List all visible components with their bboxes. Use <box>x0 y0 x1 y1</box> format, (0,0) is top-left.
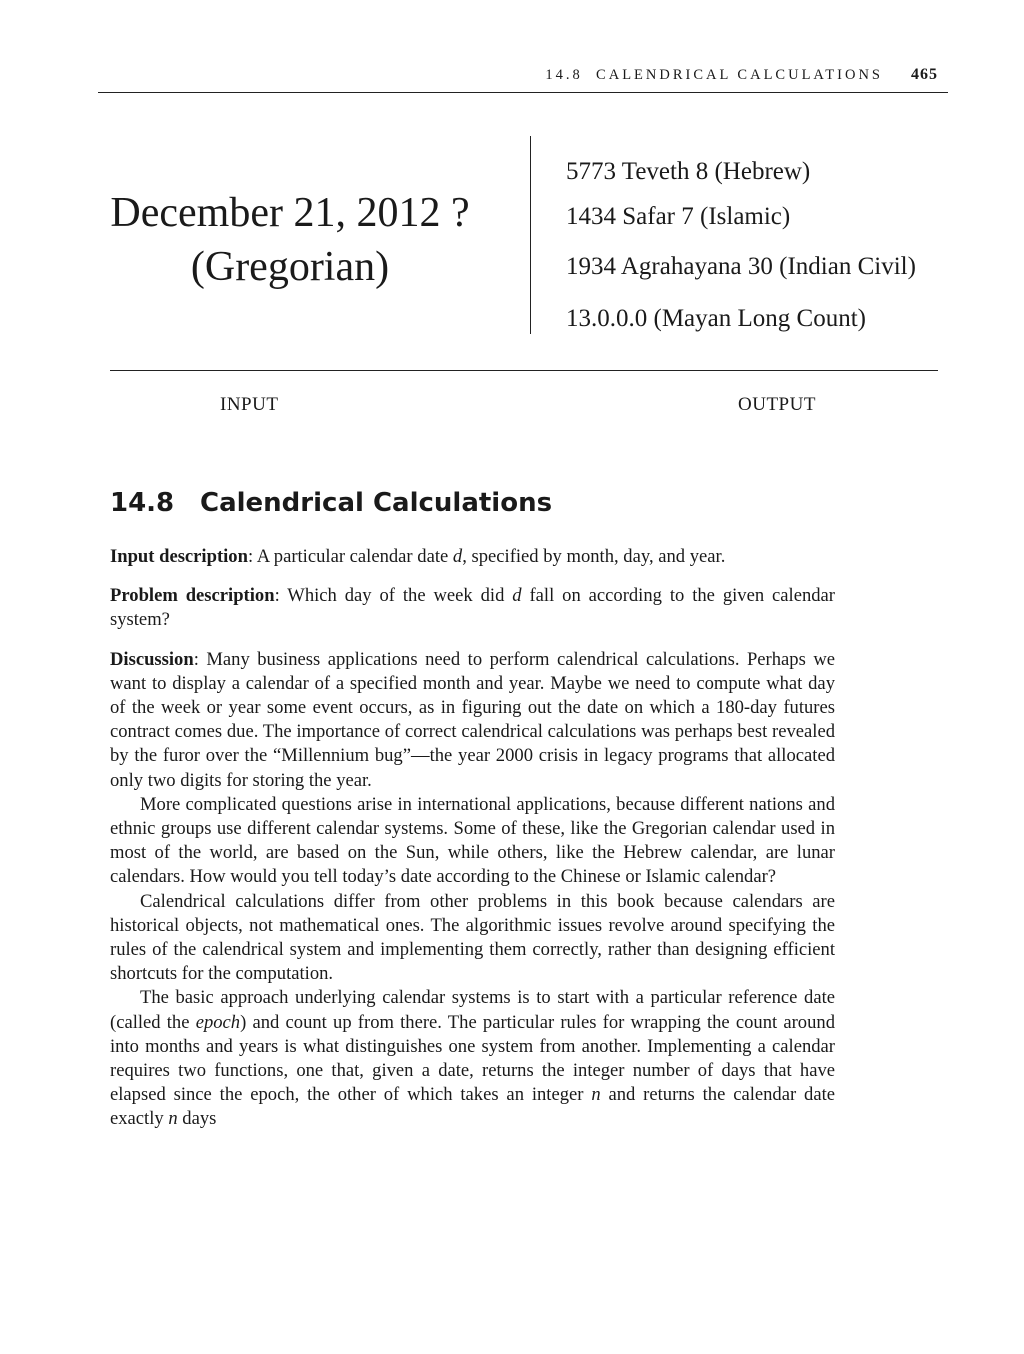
figure-divider <box>530 136 531 334</box>
problem-description-text: : Which day of the week did <box>274 585 513 607</box>
discussion-label: Discussion <box>110 648 194 670</box>
running-header-section: 14.8 <box>545 67 583 83</box>
discussion-text-4c: and returns the calendar date exactly <box>110 1084 835 1130</box>
caption-output: OUTPUT <box>738 394 816 415</box>
discussion-paragraph-4 <box>110 986 835 1131</box>
discussion-paragraph-1 <box>110 648 835 793</box>
caption-input: INPUT <box>220 394 279 415</box>
figure-rule <box>110 370 938 371</box>
input-description-text: : A particular calendar date <box>247 546 453 567</box>
var-n: n <box>591 1084 601 1106</box>
discussion-paragraph-2: More complicated questions arise in international applications, because different nations and ethnic groups use different calendar systems. Some of these, like the Gregorian calendar used in most of the world, are based on the Sun, while others, like the Hebrew calendar, are lunar calendars. How would you tell today’s date according to the Chinese or Islamic calendar? <box>110 793 835 888</box>
var-n: n <box>168 1108 178 1130</box>
page-number: 465 <box>911 66 938 83</box>
input-description <box>110 545 835 569</box>
discussion-text-4d: days <box>177 1108 217 1130</box>
problem-description-text-end: fall on according to the given calendar system? <box>110 585 835 631</box>
running-header-title: CALENDRICAL CALCULATIONS <box>596 67 883 83</box>
output-hebrew: 5773 Teveth 8 (Hebrew) <box>566 158 811 185</box>
discussion-text-1: : Many business applications need to perform calendrical calculations. Perhaps we want to display a calendar of a specified month and year. Maybe we need to compute what day of the week or year some event occurs, as in figuring out the date on which a 180-day futures contract comes due. The importance of correct calendrical calculations was perhaps best revealed by the furor over the “Millennium bug”—the year 2000 crisis in legacy programs that allocated only two digits for storing the year. <box>110 648 835 791</box>
section-heading <box>110 488 552 518</box>
term-epoch: epoch <box>195 1011 241 1033</box>
output-indian-civil: 1934 Agrahayana 30 (Indian Civil) <box>566 253 916 280</box>
discussion-paragraph-3: Calendrical calculations differ from other problems in this book because calendars are historical objects, not mathematical ones. The algorithmic issues revolve around specifying the rules of the calendrical system and implementing them correctly, rather than designing efficient shortcuts for the computation. <box>110 890 835 985</box>
section-number: 14.8 <box>110 488 175 518</box>
running-header <box>98 66 948 93</box>
section-title: Calendrical Calculations <box>200 488 553 518</box>
input-description-label: Input description <box>110 546 248 567</box>
problem-description <box>110 584 835 632</box>
discussion-text-4b: ) and count up from there. The particular rules for wrapping the count around into months and years is what distinguishes one system from another. Implementing a calendar requires two functions, one that, given a date, returns the integer number of days that have elapsed since the epoch, the other of which takes an integer <box>110 1011 835 1106</box>
output-islamic: 1434 Safar 7 (Islamic) <box>566 203 791 230</box>
body-text <box>110 545 835 1132</box>
input-description-text-end: , specified by month, day, and year. <box>462 546 726 567</box>
var-d: d <box>512 585 522 607</box>
figure-input-date <box>80 186 500 294</box>
discussion-text-4a: The basic approach underlying calendar systems is to start with a particular reference date (called the <box>110 987 835 1033</box>
output-mayan: 13.0.0.0 (Mayan Long Count) <box>566 305 866 332</box>
var-d: d <box>452 546 463 567</box>
input-date-line2: (Gregorian) <box>190 244 390 290</box>
problem-description-label: Problem description <box>110 585 275 607</box>
input-date-line1: December 21, 2012 ? <box>110 190 470 236</box>
